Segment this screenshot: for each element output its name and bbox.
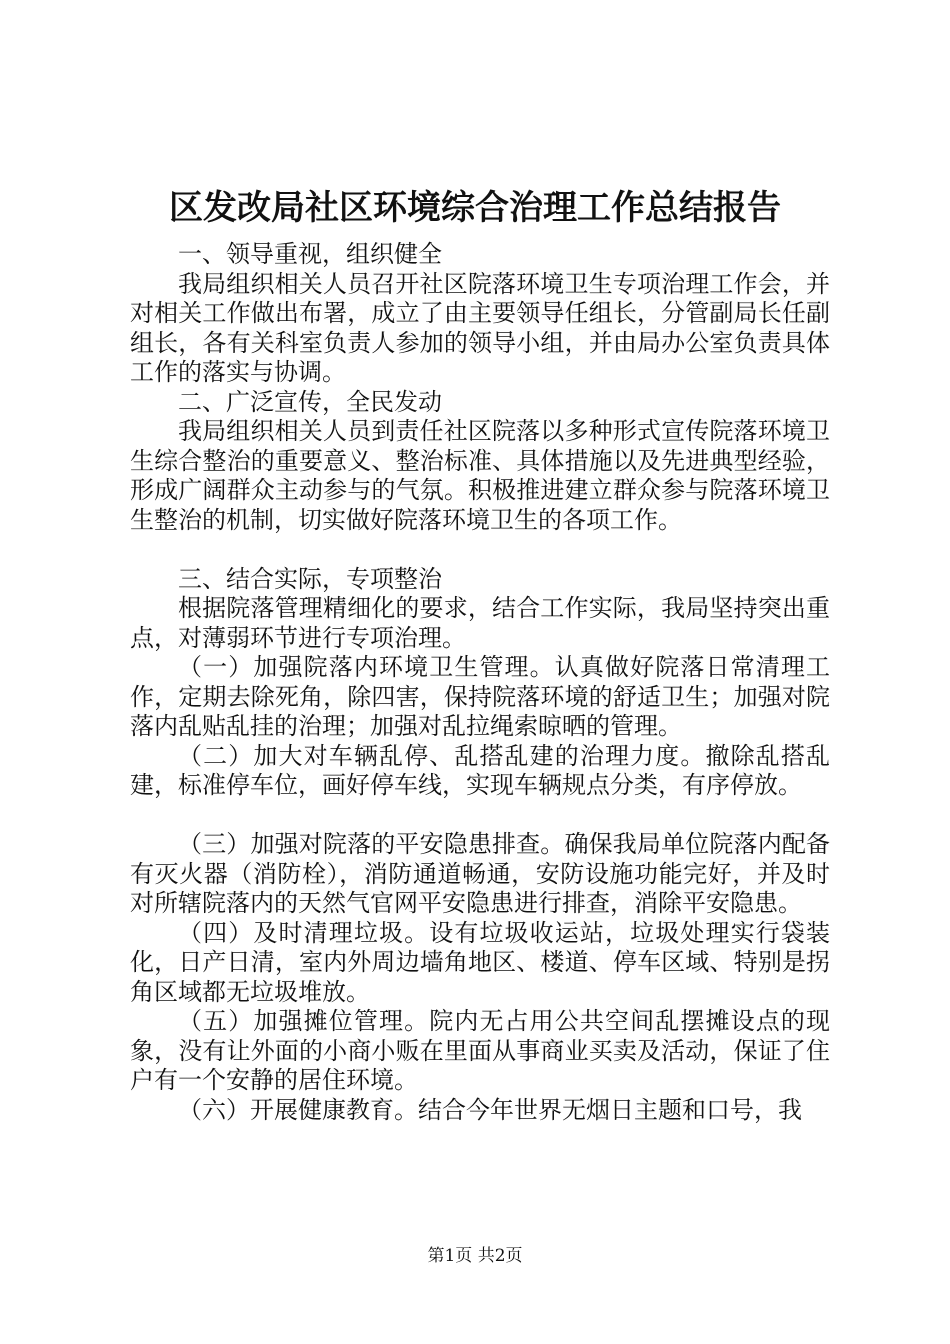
- page-footer: 第1页 共2页: [427, 1246, 523, 1266]
- paragraph: （六）开展健康教育。结合今年世界无烟日主题和口号，我: [178, 1095, 802, 1124]
- document-title: 区发改局社区环境综合治理工作总结报告: [169, 188, 781, 228]
- paragraph: 我局组织相关人员到责任社区院落以多种形式宣传院落环境卫生综合整治的重要意义、整治标准、具体措施以及先进典型经验，形成广阔群众主动参与的气氛。积极推进建立群众参与院落环境卫生整治的机制，切实做好院落环境卫生的各项工作。: [130, 417, 830, 534]
- paragraph: （五）加强摊位管理。院内无占用公共空间乱摆摊设点的现象，没有让外面的小商小贩在里面从事商业买卖及活动，保证了住户有一个安静的居住环境。: [130, 1007, 830, 1094]
- section-heading: 一、领导重视，组织健全: [178, 240, 442, 268]
- paragraph: （一）加强院落内环境卫生管理。认真做好院落日常清理工作，定期去除死角，除四害，保持院落环境的舒适卫生；加强对院落内乱贴乱挂的治理；加强对乱拉绳索晾晒的管理。: [130, 653, 830, 740]
- blank-line: [130, 801, 830, 831]
- paragraph: 我局组织相关人员召开社区院落环境卫生专项治理工作会，并对相关工作做出布署，成立了由主要领导任组长，分管副局长任副组长，各有关科室负责人参加的领导小组，并由局办公室负责具体工作的落实与协调。: [130, 269, 830, 386]
- paragraph: （四）及时清理垃圾。设有垃圾收运站，垃圾处理实行袋装化，日产日清，室内外周边墙角地区、楼道、停车区域、特别是拐角区域都无垃圾堆放。: [130, 918, 830, 1006]
- paragraph: （二）加大对车辆乱停、乱搭乱建的治理力度。撤除乱搭乱建，标准停车位，画好停车线，实现车辆规点分类，有序停放。: [130, 741, 830, 799]
- section-heading: 二、广泛宣传，全民发动: [178, 387, 442, 416]
- paragraph: 根据院落管理精细化的要求，结合工作实际，我局坚持突出重点，对薄弱环节进行专项治理。: [130, 594, 830, 652]
- document-body: [130, 240, 830, 1125]
- section-heading: 三、结合实际，专项整治: [178, 564, 442, 593]
- paragraph: （三）加强对院落的平安隐患排查。确保我局单位院落内配备有灭火器（消防栓），消防通道畅通，安防设施功能完好，并及时对所辖院落内的天然气官网平安隐患进行排查，消除平安隐患。: [130, 830, 830, 917]
- blank-line: [130, 535, 830, 565]
